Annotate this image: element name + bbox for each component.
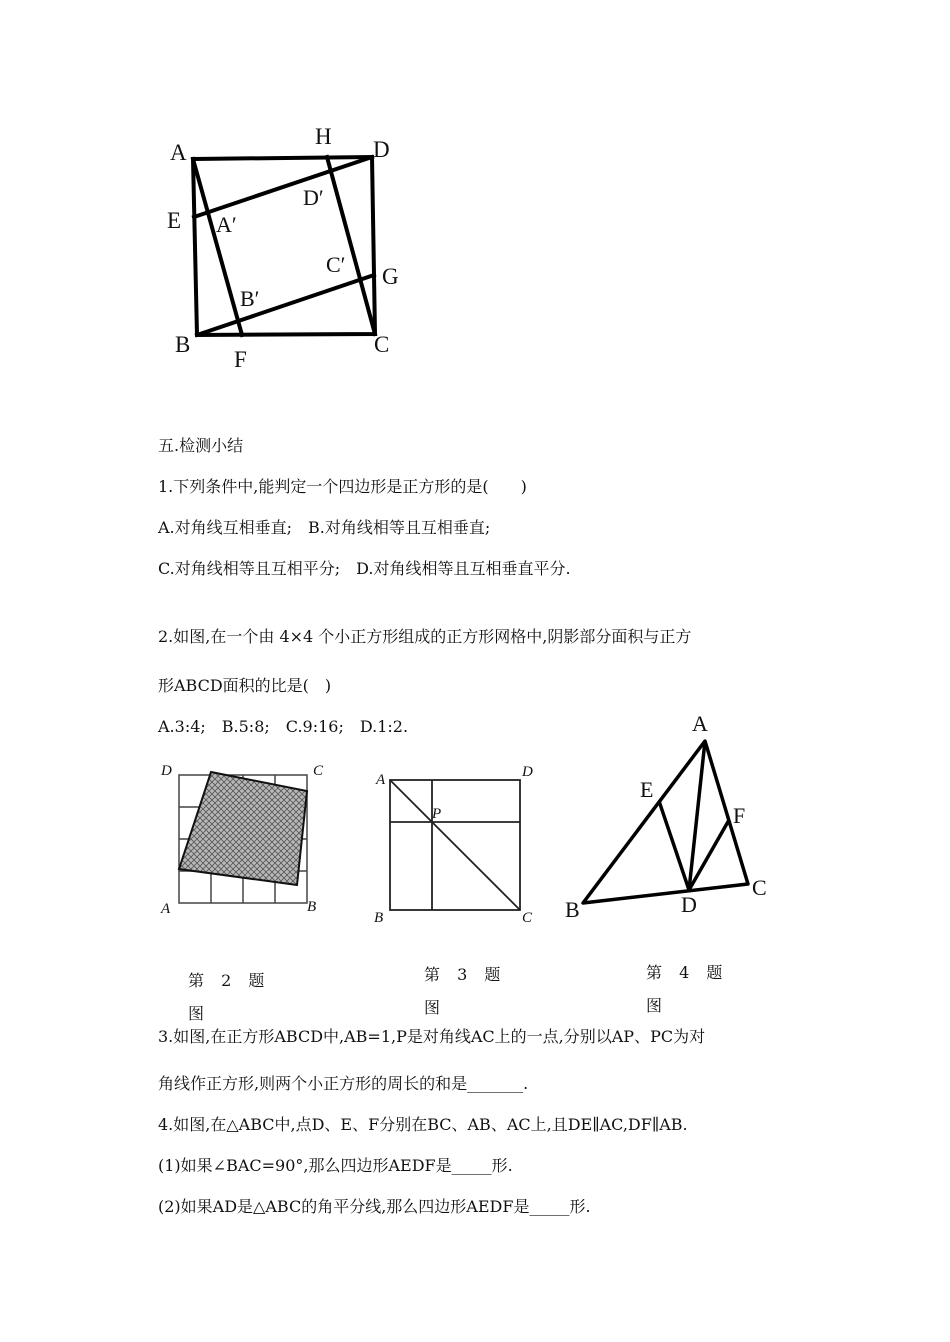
label-D: D xyxy=(373,137,390,162)
caption-q3-line1: 第 3 题 xyxy=(424,965,507,984)
tri-label-E: E xyxy=(640,777,654,802)
label-C-prime: C′ xyxy=(326,252,346,277)
caption-q2-line1: 第 2 题 xyxy=(188,971,271,990)
label-A-prime: A′ xyxy=(216,212,237,237)
label-A: A xyxy=(170,140,187,165)
diagonal-AC xyxy=(390,780,520,910)
line-A-F xyxy=(193,159,242,335)
section-title: 五.检测小结 xyxy=(158,436,244,455)
label-H: H xyxy=(315,124,332,149)
q4-part2: (2)如果AD是△ABC的角平分线,那么四边形AEDF是_____形. xyxy=(158,1197,591,1216)
label-E: E xyxy=(167,208,182,233)
sq-label-B: B xyxy=(374,910,384,926)
label-B: B xyxy=(175,332,191,357)
sq-label-A: A xyxy=(376,772,386,788)
shaded-square xyxy=(179,772,307,885)
segment-ED xyxy=(659,801,689,890)
q2-options: A.3:4; B.5:8; C.9:16; D.1:2. xyxy=(158,717,409,736)
q4-part1: (1)如果∠BAC=90°,那么四边形AEDF是_____形. xyxy=(158,1156,513,1175)
outer-square xyxy=(193,157,375,335)
sq-label-P: P xyxy=(432,806,442,822)
q3-line1: 3.如图,在正方形ABCD中,AB=1,P是对角线AC上的一点,分别以AP、PC为对 xyxy=(158,1027,706,1046)
tri-label-F: F xyxy=(733,803,746,828)
label-C: C xyxy=(374,332,390,357)
line-B-G xyxy=(197,275,374,335)
tri-label-A: A xyxy=(692,711,708,736)
label-G: G xyxy=(382,264,399,289)
q3-line2: 角线作正方形,则两个小正方形的周长的和是_______. xyxy=(158,1074,529,1093)
tri-label-B: B xyxy=(565,897,580,922)
caption-q2-line2: 图 xyxy=(188,1004,211,1023)
q1-stem: 1.下列条件中,能判定一个四边形是正方形的是( ) xyxy=(158,477,527,496)
grid-label-A: A xyxy=(161,901,171,917)
caption-q3-line2: 图 xyxy=(424,998,447,1017)
label-B-prime: B′ xyxy=(240,286,260,311)
tri-label-C: C xyxy=(752,875,767,900)
line-E-D xyxy=(194,157,372,217)
q1-options-1: A.对角线互相垂直; B.对角线相等且互相垂直; xyxy=(158,518,491,537)
q1-options-2: C.对角线相等且互相平分; D.对角线相等且互相垂直平分. xyxy=(158,559,571,578)
q4-stem: 4.如图,在△ABC中,点D、E、F分别在BC、AB、AC上,且DE∥AC,DF∥AB. xyxy=(158,1115,688,1134)
line-H-C xyxy=(327,157,375,334)
grid-figure xyxy=(155,755,335,920)
label-F: F xyxy=(234,347,247,372)
grid-label-B: B xyxy=(307,899,317,915)
sq-label-C: C xyxy=(522,910,533,926)
grid-label-D: D xyxy=(161,763,172,779)
grid-label-C: C xyxy=(313,763,324,779)
q2-stem-2: 形ABCD面积的比是( ) xyxy=(158,676,332,695)
square-diagonal-figure xyxy=(370,760,545,930)
q2-stem-1: 2.如图,在一个由 4×4 个小正方形组成的正方形网格中,阴影部分面积与正方 xyxy=(158,627,692,646)
label-D-prime: D′ xyxy=(303,185,324,210)
square-figure xyxy=(150,110,420,380)
triangle-figure xyxy=(555,705,795,935)
caption-q4-line1: 第 4 题 xyxy=(646,963,729,982)
caption-q4-line2: 图 xyxy=(646,996,669,1015)
tri-label-D: D xyxy=(681,892,697,917)
sq-label-D: D xyxy=(522,764,533,780)
